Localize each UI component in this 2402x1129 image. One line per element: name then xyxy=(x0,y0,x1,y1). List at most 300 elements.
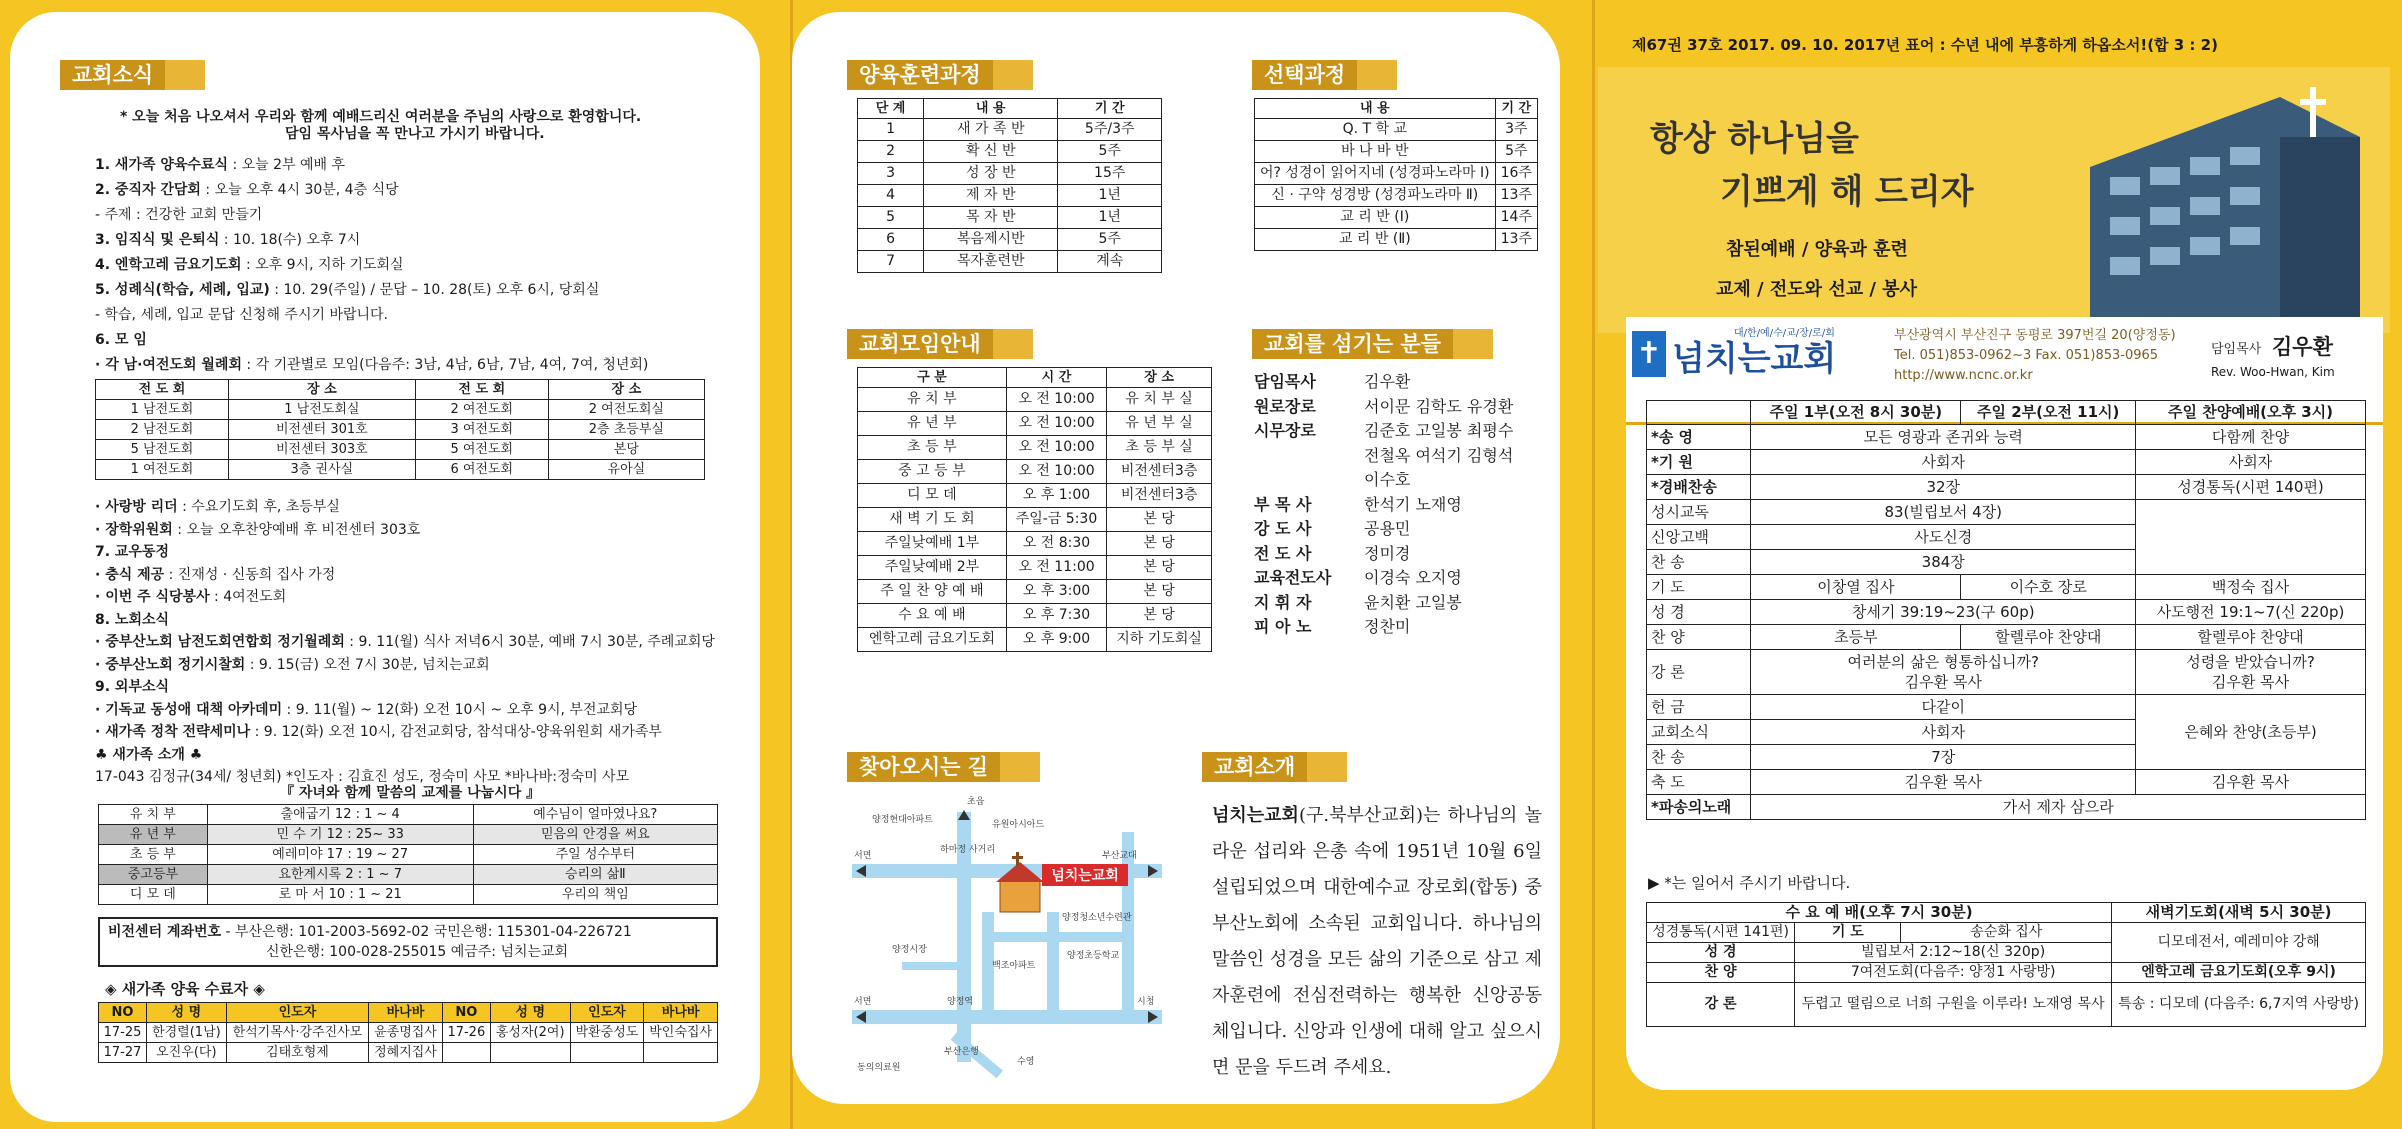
column-header: 시 간 xyxy=(1006,368,1106,388)
map-label: 양정현대아파트 xyxy=(872,815,933,825)
table-cell: 2 남전도회 xyxy=(96,420,229,440)
table-cell: 확 신 반 xyxy=(924,141,1058,163)
news-line xyxy=(95,329,147,349)
cover-panel xyxy=(1598,12,2390,1122)
map-label: 수영 xyxy=(1017,1057,1035,1067)
table-cell: 출애굽기 12 : 1 ~ 4 xyxy=(207,805,473,825)
news-line xyxy=(95,154,345,174)
column-header: 바나바 xyxy=(644,1003,718,1023)
table-row xyxy=(858,604,1212,628)
table-row xyxy=(99,825,718,845)
table-header xyxy=(858,99,1162,119)
column-header xyxy=(1647,401,1751,425)
news-heading: 8. 노회소식 xyxy=(95,611,170,628)
worship-order-table xyxy=(1646,400,2366,820)
column-header: 구 분 xyxy=(858,368,1007,388)
table-row xyxy=(858,163,1162,185)
table-cell: 중 고 등 부 xyxy=(858,460,1007,484)
staff-names: 정찬미 xyxy=(1364,617,1411,636)
table-row: *파송의노래 가서 제자 삼으라 xyxy=(1647,795,2366,820)
church-address: 부산광역시 부산진구 동평로 397번길 20(양정동) xyxy=(1894,328,2176,343)
standing-note: ▶ *는 일어서 주시기 바랍니다. xyxy=(1648,874,1851,892)
table-cell: 유 치 부 실 xyxy=(1107,388,1212,412)
table-cell: 주일-금 5:30 xyxy=(1006,508,1106,532)
column-header: 성 명 xyxy=(490,1003,570,1023)
news-heading: · 기독교 동성애 대책 아카데미 xyxy=(95,701,283,718)
news-text: : 9. 15(금) 오전 7시 30분, 넘치는교회 xyxy=(245,656,490,673)
table-cell: 홍성자(2여) xyxy=(490,1023,570,1043)
news-heading: ♣ 새가족 소개 ♣ xyxy=(95,746,203,763)
staff-row xyxy=(1254,616,1410,638)
table-row xyxy=(858,436,1212,460)
map-label: 유원아시아드 xyxy=(992,820,1045,830)
table-cell: 디 모 데 xyxy=(99,885,208,905)
table-cell: 제 자 반 xyxy=(924,185,1058,207)
table-cell: 5주 xyxy=(1058,141,1162,163)
map-label: 백조아파트 xyxy=(992,961,1036,971)
table-row xyxy=(99,865,718,885)
table-cell: 유 년 부 xyxy=(99,825,208,845)
table-row: 수 요 예 배(오후 7시 30분) 새벽기도회(새벽 5시 30분) xyxy=(1647,903,2366,923)
news-text: - 학습, 세례, 입교 문답 신청해 주시기 바랍니다. xyxy=(95,307,388,323)
news-text: : 각 기관별로 모임(다음주: 3남, 4남, 6남, 7남, 4여, 7여, 청년회) xyxy=(241,357,649,373)
news-line xyxy=(95,519,420,539)
staff-row xyxy=(1254,567,1462,589)
table-cell: 오진우(다) xyxy=(147,1043,227,1063)
table-cell: 5주 xyxy=(1058,229,1162,251)
news-heading: · 각 남·여전도회 월례회 xyxy=(95,357,242,373)
table-cell: 5 여전도회 xyxy=(415,440,548,460)
news-text: 17-043 김정규(34세/ 청년회) *인도자 : 김효진 성도, 정숙미 사모 *바나바:정숙미 사모 xyxy=(95,769,630,785)
column-header: 장 소 xyxy=(1107,368,1212,388)
intro-text: (구.북부산교회)는 하나님의 놀라운 섭리와 은총 속에 1951년 10월 6일 설립되었으며 대한예수교 장로회(합동) 중부산노회에 소속된 교회입니다. 하나님의 말씀인 성경을 모든 삶의 기준으로 삼고 제자훈련에 전심전력하는 행복한 신앙공동체입니다. 신앙과 인생에 대해 알고 싶으시면 문을 두드려 주세요. xyxy=(1212,805,1542,1078)
table-cell: 4 xyxy=(858,185,924,207)
table-cell: 비전센터 301호 xyxy=(228,420,415,440)
table-row xyxy=(1255,119,1538,141)
news-line xyxy=(95,654,490,674)
news-heading: · 중부산노회 정기시찰회 xyxy=(95,656,246,673)
table-cell: 15주 xyxy=(1058,163,1162,185)
news-line xyxy=(95,699,637,719)
news-line xyxy=(95,766,629,786)
column-header: 내 용 xyxy=(924,99,1058,119)
staff-role: 지 휘 자 xyxy=(1254,592,1312,612)
elective-title: 선택과정 xyxy=(1252,60,1397,90)
table-row xyxy=(99,885,718,905)
table-cell: 오 후 7:30 xyxy=(1006,604,1106,628)
map-label: 서면 xyxy=(854,851,872,861)
table-row: 강 론 두렵고 떨림으로 너희 구원을 이루라! 노재영 목사 특송 : 디모데 (다음주: 6,7지역 사랑방) xyxy=(1647,983,2366,1027)
welcome-line-2: 담임 목사님을 꼭 만나고 가시기 바랍니다. xyxy=(285,126,545,142)
table-cell: 1년 xyxy=(1058,185,1162,207)
table-cell xyxy=(442,1043,490,1063)
news-line xyxy=(95,564,335,584)
staff-row xyxy=(1254,445,1513,467)
table-cell: 비전센터3층 xyxy=(1107,460,1212,484)
table-cell: 유아실 xyxy=(548,460,704,480)
table-cell: 17-25 xyxy=(99,1023,147,1043)
table-cell: 1 xyxy=(858,119,924,141)
staff-row xyxy=(1254,494,1462,516)
meetings-title: 교회모임안내 xyxy=(847,329,1033,359)
table-cell: 박인숙집사 xyxy=(644,1023,718,1043)
table-cell: 유 치 부 xyxy=(99,805,208,825)
table-cell: 승리의 삶Ⅱ xyxy=(473,865,717,885)
table-row xyxy=(858,580,1212,604)
table-row: 성 경 빌립보서 2:12~18(신 320p) xyxy=(1647,943,2366,963)
table-cell: 초 등 부 xyxy=(99,845,208,865)
column-header: 주일 찬양예배(오후 3시) xyxy=(2136,401,2366,425)
news-text: : 수요기도회 후, 초등부실 xyxy=(177,499,340,515)
news-line xyxy=(95,229,360,249)
news-heading: 5. 성례식(학습, 세례, 입교) xyxy=(95,282,270,298)
elective-table xyxy=(1254,98,1538,251)
table-row xyxy=(858,251,1162,273)
table-row: 헌 금 다같이 은혜와 찬양(초등부) xyxy=(1647,695,2366,720)
news-line xyxy=(95,721,662,741)
news-heading: · 장학위원회 xyxy=(95,521,173,538)
news-heading: · 충식 제공 xyxy=(95,566,165,583)
map-label: 양정초등학교 xyxy=(1067,951,1120,961)
table-row xyxy=(858,508,1212,532)
column-header: 성 명 xyxy=(147,1003,227,1023)
column-header: 주일 1부(오전 8시 30분) xyxy=(1751,401,1961,425)
staff-row xyxy=(1254,396,1513,418)
table-row: 기 도 이창열 집사 이수호 장로 백정숙 집사 xyxy=(1647,575,2366,600)
map-label: 동의의료원 xyxy=(857,1063,901,1073)
news-text: : 10. 29(주일) / 문답 – 10. 28(토) 오후 6시, 당회실 xyxy=(269,282,600,298)
table-cell: 본 당 xyxy=(1107,604,1212,628)
staff-role: 교육전도사 xyxy=(1254,568,1332,587)
column-header: NO xyxy=(99,1003,147,1023)
table-header xyxy=(99,1003,718,1023)
table-row: 강 론 여러분의 삶은 형통하십니까? 김우환 목사 성령을 받았습니까? 김우환 목사 xyxy=(1647,650,2366,695)
table-cell: 6 여전도회 xyxy=(415,460,548,480)
table-cell: 유 년 부 실 xyxy=(1107,412,1212,436)
column-header: 전 도 회 xyxy=(96,380,229,400)
table-row: 찬 송 7장 xyxy=(1647,745,2366,770)
table-cell: 새 가 족 반 xyxy=(924,119,1058,141)
pastor-name: 김우환 xyxy=(2272,335,2333,359)
news-text: : 10. 18(수) 오후 7시 xyxy=(219,232,361,248)
table-row xyxy=(858,119,1162,141)
table-cell: 새 벽 기 도 회 xyxy=(858,508,1007,532)
graduates-title: ◈ 새가족 양육 수료자 ◈ xyxy=(105,980,265,998)
news-text: : 9. 12(화) 오전 10시, 감전교회당, 참석대상-양육위원회 새가족부 xyxy=(250,724,662,740)
table-cell: 17-26 xyxy=(442,1023,490,1043)
column-header: 기 간 xyxy=(1495,99,1537,119)
column-header: NO xyxy=(442,1003,490,1023)
table-cell: 예수님이 얼마였나요? xyxy=(473,805,717,825)
table-cell: 박환중성도 xyxy=(570,1023,644,1043)
table-row xyxy=(858,628,1212,652)
table-cell: 본 당 xyxy=(1107,580,1212,604)
table-row xyxy=(858,460,1212,484)
staff-role: 담임목사 xyxy=(1254,372,1316,391)
table-header xyxy=(858,368,1212,388)
account-box xyxy=(98,917,718,967)
column-header: 바나바 xyxy=(369,1003,443,1023)
column-header: 장 소 xyxy=(548,380,704,400)
table-cell: 계속 xyxy=(1058,251,1162,273)
table-cell: 3주 xyxy=(1495,119,1537,141)
news-heading: · 새가족 정착 전략세미나 xyxy=(95,724,251,740)
table-cell xyxy=(490,1043,570,1063)
table-row xyxy=(96,460,705,480)
news-heading: · 사랑방 리더 xyxy=(95,499,178,515)
news-line xyxy=(95,279,599,299)
staff-title: 교회를 섬기는 분들 xyxy=(1252,329,1493,359)
column-header: 기 간 xyxy=(1058,99,1162,119)
table-cell: 오 후 1:00 xyxy=(1006,484,1106,508)
table-cell: Q. T 학 교 xyxy=(1255,119,1496,141)
table-cell: 주 일 찬 양 예 배 xyxy=(858,580,1007,604)
table-row xyxy=(96,440,705,460)
news-line xyxy=(95,586,286,606)
intro-title: 교회소개 xyxy=(1202,752,1347,782)
table-cell: 5주/3주 xyxy=(1058,119,1162,141)
table-row: 성 경 창세기 39:19~23(구 60p) 사도행전 19:1~7(신 220p) xyxy=(1647,600,2366,625)
news-heading: 1. 새가족 양육수료식 xyxy=(95,157,228,173)
table-cell: 초 등 부 실 xyxy=(1107,436,1212,460)
table-row xyxy=(858,207,1162,229)
table-row: *송 영 모든 영광과 존귀와 능력 다함께 찬양 xyxy=(1647,425,2366,450)
table-cell: 2층 초등부실 xyxy=(548,420,704,440)
news-text: : 오후 9시, 지하 기도회실 xyxy=(241,257,404,273)
staff-row xyxy=(1254,420,1513,442)
table-cell: 13주 xyxy=(1495,185,1537,207)
table-row xyxy=(858,141,1162,163)
training-table xyxy=(857,98,1162,273)
column-header: 내 용 xyxy=(1255,99,1496,119)
table-cell: 정혜지집사 xyxy=(369,1043,443,1063)
table-row xyxy=(99,805,718,825)
table-cell: 한경렬(1남) xyxy=(147,1023,227,1043)
map-label: 부산은행 xyxy=(944,1047,979,1057)
church-news-title: 교회소식 xyxy=(60,60,205,90)
news-text: : 9. 11(월) 식사 저녁6시 30분, 예배 7시 30분, 주례교회당 xyxy=(344,634,715,650)
map-church-label: 넘치는교회 xyxy=(1051,868,1119,884)
staff-role: 원로장로 xyxy=(1254,396,1316,416)
table-cell: 7 xyxy=(858,251,924,273)
table-header xyxy=(96,380,705,400)
table-row: 찬 송 384장 xyxy=(1647,550,2366,575)
table-row: *경배찬송 32장 성경통독(시편 140편) xyxy=(1647,475,2366,500)
column-header: 주일 2부(오전 11시) xyxy=(1961,401,2136,425)
staff-role: 피 아 노 xyxy=(1254,617,1312,636)
news-heading: 4. 엔학고레 금요기도회 xyxy=(95,257,242,273)
staff-names: 김준호 고일봉 최평수 xyxy=(1364,421,1514,440)
table-cell: 주일낮예배 1부 xyxy=(858,532,1007,556)
table-cell: 주일 성수부터 xyxy=(473,845,717,865)
staff-role: 강 도 사 xyxy=(1254,519,1312,538)
intro-church-name: 넘치는교회 xyxy=(1212,805,1299,826)
table-cell: 교 리 반 (Ⅰ) xyxy=(1255,207,1496,229)
table-cell: 로 마 서 10 : 1 ~ 21 xyxy=(207,885,473,905)
table-cell: 2 여전도회실 xyxy=(548,400,704,420)
table-cell: 지하 기도회실 xyxy=(1107,628,1212,652)
table-cell: 믿음의 안경을 써요 xyxy=(473,825,717,845)
table-header xyxy=(1647,401,2366,425)
map-label: 서면 xyxy=(854,997,872,1007)
news-text: : 진재성 · 신동희 집사 가정 xyxy=(164,566,336,583)
training-title: 양육훈련과정 xyxy=(847,60,1033,90)
table-header xyxy=(1255,99,1538,119)
table-row xyxy=(1255,207,1538,229)
map-label: 초읍 xyxy=(967,797,985,807)
table-row xyxy=(99,1023,718,1043)
table-cell: 목자훈련반 xyxy=(924,251,1058,273)
table-cell: 유 치 부 xyxy=(858,388,1007,412)
column-header: 단 계 xyxy=(858,99,924,119)
column-header: 전 도 회 xyxy=(415,380,548,400)
staff-names: 이경숙 오지영 xyxy=(1364,568,1462,587)
news-line xyxy=(95,496,340,516)
table-cell: 윤종명집사 xyxy=(369,1023,443,1043)
table-row xyxy=(96,420,705,440)
account-line-2: 신한은행: 100-028-255015 예금주: 넘치는교회 xyxy=(266,944,569,960)
table-cell: 오 전 8:30 xyxy=(1006,532,1106,556)
news-line xyxy=(95,541,169,561)
slogan-line-2: 기쁘게 해 드리자 xyxy=(1720,172,1974,212)
table-cell: 17-27 xyxy=(99,1043,147,1063)
slogan-line-1: 항상 하나님을 xyxy=(1650,119,1859,159)
staff-names: 전철옥 여석기 김형석 xyxy=(1364,445,1514,465)
table-cell: 오 전 10:00 xyxy=(1006,436,1106,460)
table-cell: 5 남전도회 xyxy=(96,440,229,460)
news-text: : 오늘 2부 예배 후 xyxy=(228,157,346,173)
table-cell: 1 남전도회 xyxy=(96,400,229,420)
news-text: : 4여전도회 xyxy=(209,589,287,605)
table-row xyxy=(99,845,718,865)
table-cell: 엔학고레 금요기도회 xyxy=(858,628,1007,652)
table-cell: 16주 xyxy=(1495,163,1537,185)
table-row xyxy=(858,556,1212,580)
news-line xyxy=(95,304,388,324)
cover-banner xyxy=(1598,67,2390,333)
church-name: 넘치는교회 xyxy=(1672,339,1837,379)
staff-row xyxy=(1254,371,1410,393)
table-cell: 2 여전도회 xyxy=(415,400,548,420)
table-cell: 본 당 xyxy=(1107,532,1212,556)
table-cell: 13주 xyxy=(1495,229,1537,251)
news-heading: 7. 교우동정 xyxy=(95,544,170,560)
table-row xyxy=(858,229,1162,251)
staff-role: 전 도 사 xyxy=(1254,543,1312,563)
table-row xyxy=(1255,229,1538,251)
news-line xyxy=(95,609,169,629)
graduates-table xyxy=(98,1002,718,1063)
column-header: 인도자 xyxy=(570,1003,644,1023)
staff-row xyxy=(1254,592,1462,614)
table-cell: 오 후 3:00 xyxy=(1006,580,1106,604)
news-line xyxy=(95,354,648,374)
table-cell: 5주 xyxy=(1495,141,1537,163)
map-label: 시청 xyxy=(1137,997,1155,1007)
table-cell: 본 당 xyxy=(1107,556,1212,580)
news-heading: · 중부산노회 남전도회연합회 정기월례회 xyxy=(95,634,345,650)
pastor-english-name: Rev. Woo-Hwan, Kim xyxy=(2211,365,2335,379)
table-cell: 2 xyxy=(858,141,924,163)
table-row: 신앙고백 사도신경 xyxy=(1647,525,2366,550)
church-building-image xyxy=(2070,77,2370,332)
church-news-panel xyxy=(10,12,760,1122)
news-text: : 9. 11(월) ~ 12(화) 오전 10시 ~ 오후 9시, 부전교회당 xyxy=(282,701,638,718)
map-label: 양정역 xyxy=(947,997,974,1007)
pastor-label: 담임목사 xyxy=(2211,342,2262,357)
staff-names: 한석기 노재영 xyxy=(1364,494,1462,514)
map-label: 부산교대 xyxy=(1102,851,1137,861)
table-row xyxy=(1255,185,1538,207)
table-cell: 1 여전도회 xyxy=(96,460,229,480)
table-row xyxy=(99,1043,718,1063)
staff-names: 이수호 xyxy=(1364,470,1411,489)
table-cell: 3층 권사실 xyxy=(228,460,415,480)
table-cell: 복음제시반 xyxy=(924,229,1058,251)
news-heading: · 이번 주 식당봉사 xyxy=(95,589,210,605)
news-text: : 오늘 오후찬양예배 후 비전센터 303호 xyxy=(172,521,421,538)
table-cell: 5 xyxy=(858,207,924,229)
intro-text-block xyxy=(1212,798,1542,1086)
table-row xyxy=(858,388,1212,412)
table-cell: 디 모 데 xyxy=(858,484,1007,508)
table-row: 성시교독 83(빌립보서 4장) xyxy=(1647,500,2366,525)
column-header: 인도자 xyxy=(226,1003,368,1023)
column-header: 장 소 xyxy=(228,380,415,400)
table-cell: 한석기목사·강주진사모 xyxy=(226,1023,368,1043)
table-cell: 1년 xyxy=(1058,207,1162,229)
bible-title: 『 자녀와 함께 말씀의 교제를 나눕시다 』 xyxy=(280,785,541,801)
table-row: 축 도 김우환 목사 김우환 목사 xyxy=(1647,770,2366,795)
motto-line-1: 참된예배 / 양육과 훈련 xyxy=(1726,239,1908,260)
table-row xyxy=(1255,141,1538,163)
staff-names: 서이문 김학도 유경환 xyxy=(1364,396,1514,416)
map-label: 하마정 사거리 xyxy=(940,845,996,855)
table-cell: 유 년 부 xyxy=(858,412,1007,436)
table-cell: 비전센터3층 xyxy=(1107,484,1212,508)
news-line xyxy=(95,179,399,199)
table-cell: 오 전 11:00 xyxy=(1006,556,1106,580)
staff-role: 부 목 사 xyxy=(1254,494,1312,514)
table-cell xyxy=(570,1043,644,1063)
table-row xyxy=(858,484,1212,508)
staff-names: 김우환 xyxy=(1364,372,1411,391)
table-cell: 본 당 xyxy=(1107,508,1212,532)
meetings-table xyxy=(857,367,1212,652)
table-row: 찬 양 7여전도회(다음주: 양정1 사랑방) 엔학고레 금요기도회(오후 9시) xyxy=(1647,963,2366,983)
table-cell: 비전센터 303호 xyxy=(228,440,415,460)
table-row xyxy=(96,400,705,420)
table-cell: 김태호형제 xyxy=(226,1043,368,1063)
issue-header: 제67권 37호 2017. 09. 10. 2017년 표어 : 수년 내에 부흥하게 하옵소서!(합 3 : 2) xyxy=(1598,12,2390,67)
table-cell: 중고등부 xyxy=(99,865,208,885)
table-cell: 어? 성경이 읽어지네 (성경파노라마 Ⅰ) xyxy=(1255,163,1496,185)
news-text: - 주제 : 건강한 교회 만들기 xyxy=(95,207,263,223)
weekday-services-table xyxy=(1646,902,2366,1027)
table-cell: 주일낮예배 2부 xyxy=(858,556,1007,580)
table-cell: 요한계시록 2 : 1 ~ 7 xyxy=(207,865,473,885)
church-website[interactable]: http://www.ncnc.or.kr xyxy=(1894,368,2033,383)
table-cell: 오 전 10:00 xyxy=(1006,412,1106,436)
table-cell: 3 xyxy=(858,163,924,185)
table-cell: 오 전 10:00 xyxy=(1006,388,1106,412)
news-heading: 6. 모 임 xyxy=(95,332,147,348)
table-cell: 우리의 책임 xyxy=(473,885,717,905)
denomination: 대/한/예/수/교/장/로/회 xyxy=(1734,328,1835,339)
account-label: 비전센터 계좌번호 xyxy=(108,924,222,940)
news-line xyxy=(95,676,169,696)
table-row: 성경통독(시편 141편) 기 도 송순화 집사 디모데전서, 예레미야 강해 xyxy=(1647,923,2366,943)
